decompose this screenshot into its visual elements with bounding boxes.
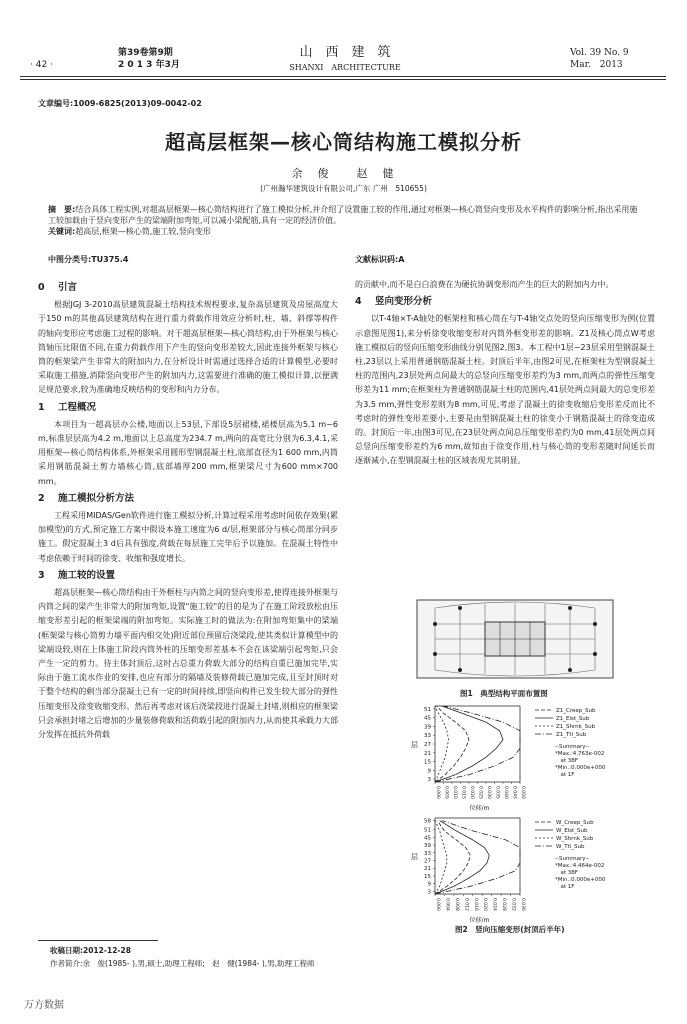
section-heading: 3 施工较的设置 [38, 569, 116, 581]
legend-label: W_Elst_Sub [556, 828, 588, 834]
document-code: 文献标识码:A [355, 255, 405, 264]
x-tick-label: 0.000 [435, 786, 440, 799]
date-info: 2 0 1 3 年3月 [118, 60, 180, 70]
paragraph: 根据JGJ 3-2010高层建筑混凝土结构技术规程要求,复杂高层建筑及房屋高度大于150 m的其他高层建筑结构在进行重力荷载作用效应分析时,柱、墙、斜撑等构件的轴向变形应考虑施工过程的影响。对于超高层框架—核心筒结构,由于外框架与核心筒轴压比限值不同,在重力荷载作用下产生的竖向变形差较大,因此连接外框架与核心筒的框架梁产生非常大的附加内力,在分析设计时需通过选择合适的计算模型,必要时采取施工措施,消除竖向变形产生的附加内力,这需要进行准确的施工模拟计算,以便满足规范要求,较为准确地反映结构的变形和内力分布。 [38, 300, 338, 395]
authors: 余 俊 赵 健 [291, 167, 396, 180]
y-tick-label: 39 [424, 843, 431, 850]
x-axis-label: 位移/m [469, 805, 490, 812]
header-rule [20, 76, 666, 77]
legend-label: W_Ttl_Sub [556, 844, 585, 850]
x-tick-label: 0.040 [503, 786, 508, 799]
footer-rule [38, 940, 158, 941]
series-line [435, 821, 520, 894]
page-number: · 42 · [30, 60, 53, 70]
x-tick-label: 0.028 [501, 898, 507, 911]
y-tick-label: 27 [424, 742, 431, 748]
summary-text: --Summary-- [555, 856, 590, 862]
legend-label: Z1_Shrnk_Sub [556, 724, 596, 730]
summary-text: *Min.:0.000e+000 [555, 765, 606, 771]
y-tick-label: 3 [427, 777, 431, 784]
legend-label: W_Shrnk_Sub [556, 836, 594, 842]
left-column [38, 278, 338, 950]
keywords-label: 关键词: [48, 227, 76, 236]
x-tick-label: 0.008 [453, 898, 459, 911]
journal-name-cn: 山 西 建 筑 [299, 45, 391, 60]
summary-text: *Max.:4.763e-002 [555, 751, 605, 757]
x-tick-label: 0.036 [520, 898, 525, 911]
paragraph: 工程采用MIDAS/Gen软件进行施工模拟分析,计算过程采用考虑时间依存效果(累加模型)的方式,预定施工方案中假设本施工速度为6 d/层,框架部分与核心筒部分同步施工。假定混凝土3 d后具有强度,荷载在每层施工完毕后予以施加。在混凝土特性中考虑依赖于时间的徐变、收缩和强度增长。 [38, 511, 338, 563]
clc-number: 中图分类号:TU375.4 [48, 255, 129, 264]
x-tick-label: 0.020 [469, 786, 474, 799]
y-tick-label: 51 [424, 827, 431, 834]
abstract [48, 204, 642, 237]
keywords-text: 超高层,框架—核心筒,施工较,竖向变形 [75, 227, 211, 236]
x-tick-label: 0.030 [486, 786, 491, 799]
y-axis-label: 层 [411, 741, 418, 749]
paragraph: 以T-4轴×T-A轴处的框架柱和核心筒在与T-4轴交点处的竖向压缩变形为例(位置示意图见图1),来分析徐变收缩变形对内筒外框变形差的影响。Z1及核心筒点W考虑施工模拟后的竖向压缩变形曲线分别见图2,图3。本工程中1层~23层采用型钢混凝土柱,23层以上采用普通钢筋混凝土柱。封顶后半年,由图2可见,在框架柱为型钢混凝土柱的范围内,23层处两点间最大的总竖向压缩变形差约为3 mm,而两点的弹性压缩变形差为11 mm;在框架柱为普通钢筋混凝土柱的范围内,41层处两点间最大的总变形差为3.5 mm,弹性变形差则为8 mm,可见,考虑了混凝土的徐变收缩后变形差反而比不考虑时的弹性变形差要小,主要是由型钢混凝土柱的徐变小于钢筋混凝土的徐变造成的。封顶后一年,由图3可见,在23层处两点间总压缩变形差约为0 mm,41层处两点间总竖向压缩变形差约为6 mm,故知由于徐变作用,柱与核心筒的变形差随时间延长而逐渐减小,在型钢混凝土柱的区域表现尤其明显。 [355, 314, 655, 466]
legend-label: W_Creep_Sub [556, 820, 594, 826]
series-line [435, 706, 503, 782]
right-column [355, 278, 655, 588]
x-tick-label: 0.000 [435, 898, 440, 911]
y-tick-label: 51 [424, 706, 431, 713]
y-tick-label: 15 [424, 759, 431, 766]
volume-en: Vol. 39 No. 9 [570, 48, 629, 58]
section-heading: 2 施工模拟分析方法 [38, 492, 135, 504]
abstract-text: 结合具体工程实例,对超高层框架—核心筒结构进行了施工模拟分析,并介绍了设置施工较的作用,通过对框架—核心筒竖向变形及水平构件的影响分析,指出采用施工较加载由于竖向变形产生的梁端附加弯矩,可以减小梁配筋,具有一定的经济价值。 [48, 205, 638, 225]
y-tick-label: 3 [427, 889, 431, 896]
y-tick-label: 45 [424, 835, 431, 842]
y-tick-label: 58 [424, 818, 431, 825]
figure-1-caption: 图1 典型结构平面布置图 [460, 689, 548, 698]
y-tick-label: 27 [424, 858, 431, 865]
y-tick-label: 39 [424, 724, 431, 731]
watermark: 万方数据 [24, 1000, 64, 1011]
x-tick-label: 0.016 [472, 898, 478, 911]
issue-info: 第39卷第9期 [118, 48, 173, 58]
y-tick-label: 9 [427, 768, 431, 775]
summary-text: --Summary-- [555, 744, 590, 750]
series-line [435, 821, 447, 894]
x-tick-label: 0.024 [491, 898, 497, 911]
y-tick-label: 21 [424, 866, 431, 873]
figure-1-floor-plan [415, 598, 615, 680]
y-tick-label: 9 [427, 881, 431, 888]
x-tick-label: 0.020 [482, 898, 488, 911]
x-axis-label: 位移/m [469, 917, 490, 924]
paragraph: 超高层框架—核心筒结构由于外框柱与内筒之间的竖向变形差,使得连接外框架与内筒之间的梁产生非常大的附加弯矩,设置"施工较"的目的是为了在施工阶段放松由压缩变形差引起的框架梁端的附加弯矩。实际施工时的做法为:在附加弯矩集中的梁端(框架梁与核心筒剪力墙平面内相交处)附近部位预留后浇梁段,使其类似计算模型中的梁端设较,则在上体施工阶段内筒外柱的压缩变形差基本不会在该梁端引起弯矩,只会产生一定的剪力。待主体封顶后,这时占总重力荷载大部分的结构自重已施加完毕,实际由于施工流水作业的安排,也应有部分的隔墙及装修荷载已施加完成,且至封顶时对于整个结构的剩当部分混凝土已有一定的时间持续,即竖向构件已发生较大部分的弹性压缩变形及徐变收缩变形。然后再考虑对该后浇梁段进行混凝土封堵,则相应的框架梁只会承担封堵之后增加的少量装修荷载和活荷载引起的附加内力,从而使其承载力大部分发挥在抵抗外荷载 [38, 588, 338, 740]
summary-text: at 1F [555, 884, 575, 890]
x-tick-label: 0.035 [494, 786, 500, 799]
chart-z1 [395, 700, 665, 812]
x-tick-label: 0.015 [460, 786, 466, 799]
header-rule-thin [20, 79, 666, 80]
summary-text: at 38F [555, 870, 578, 876]
summary-text: *Max.:4.464e-002 [555, 863, 605, 869]
x-tick-label: 0.032 [510, 898, 516, 911]
paragraph: 的贡献中,而不是白白浪费在为硬抗协调变形而产生的巨大的附加内力中。 [355, 280, 614, 289]
paper-title: 超高层框架—核心筒结构施工模拟分析 [165, 130, 522, 154]
summary-text: *Min.:0.000e+000 [555, 877, 606, 883]
received-date: 收稿日期:2012-12-28 [50, 946, 131, 955]
y-tick-label: 33 [424, 733, 431, 740]
author-bio: 作者简介:余 俊(1985- ),男,硕士,助理工程师; 赵 健(1984- ),男,助理工程师 [50, 959, 315, 968]
plot-frame [435, 818, 520, 894]
affiliation: (广州瀚华建筑设计有限公司,广东 广州 510655) [260, 184, 427, 193]
section-heading: 1 工程概况 [38, 401, 97, 413]
summary-text: at 1F [555, 772, 575, 778]
paragraph: 本项目为一超高层办公楼,地面以上53层,下部设5层裙楼,裙楼层高为5.1 m~6 m,标准层层高为4.2 m,地面以上总高度为234.7 m,两向的高宽比分别为6.3,4.1,采用框架—核心筒结构体系,外框架采用圆形型钢混凝土柱,底部直径为1 600 mm,内筒采用钢筋混凝土剪力墙核心筒,底部墙厚200 mm,框架梁尺寸为600 mm×700 mm。 [38, 419, 338, 486]
x-tick-label: 0.012 [463, 898, 469, 911]
date-en: Mar. 2013 [570, 60, 623, 70]
y-tick-label: 45 [424, 715, 431, 722]
section-heading: 0 引言 [38, 282, 78, 293]
y-axis-label: 层 [411, 853, 418, 861]
journal-name-en: SHANXI ARCHITECTURE [289, 63, 401, 72]
series-line [435, 706, 449, 782]
y-tick-label: 15 [424, 873, 431, 880]
chart-w [395, 812, 665, 924]
legend-label: Z1_Creep_Sub [556, 708, 596, 714]
article-number: 文章编号:1009-6825(2013)09-0042-02 [38, 99, 202, 108]
x-tick-label: 0.004 [444, 898, 450, 911]
y-tick-label: 33 [424, 850, 431, 857]
x-tick-label: 0.005 [443, 786, 449, 799]
x-tick-label: 0.050 [520, 786, 525, 799]
summary-text: at 38F [555, 758, 578, 764]
figure-2-caption: 图2 竖向压缩变形(封顶后半年) [455, 925, 565, 934]
x-tick-label: 0.010 [452, 786, 457, 799]
legend-label: Z1_Elst_Sub [556, 716, 590, 722]
legend-label: Z1_Ttl_Sub [556, 732, 587, 738]
abstract-label: 摘 要: [48, 205, 76, 214]
x-tick-label: 0.045 [511, 786, 517, 799]
x-tick-label: 0.025 [477, 786, 483, 799]
y-tick-label: 21 [424, 750, 431, 757]
section-heading: 4 竖向变形分析 [355, 296, 433, 308]
